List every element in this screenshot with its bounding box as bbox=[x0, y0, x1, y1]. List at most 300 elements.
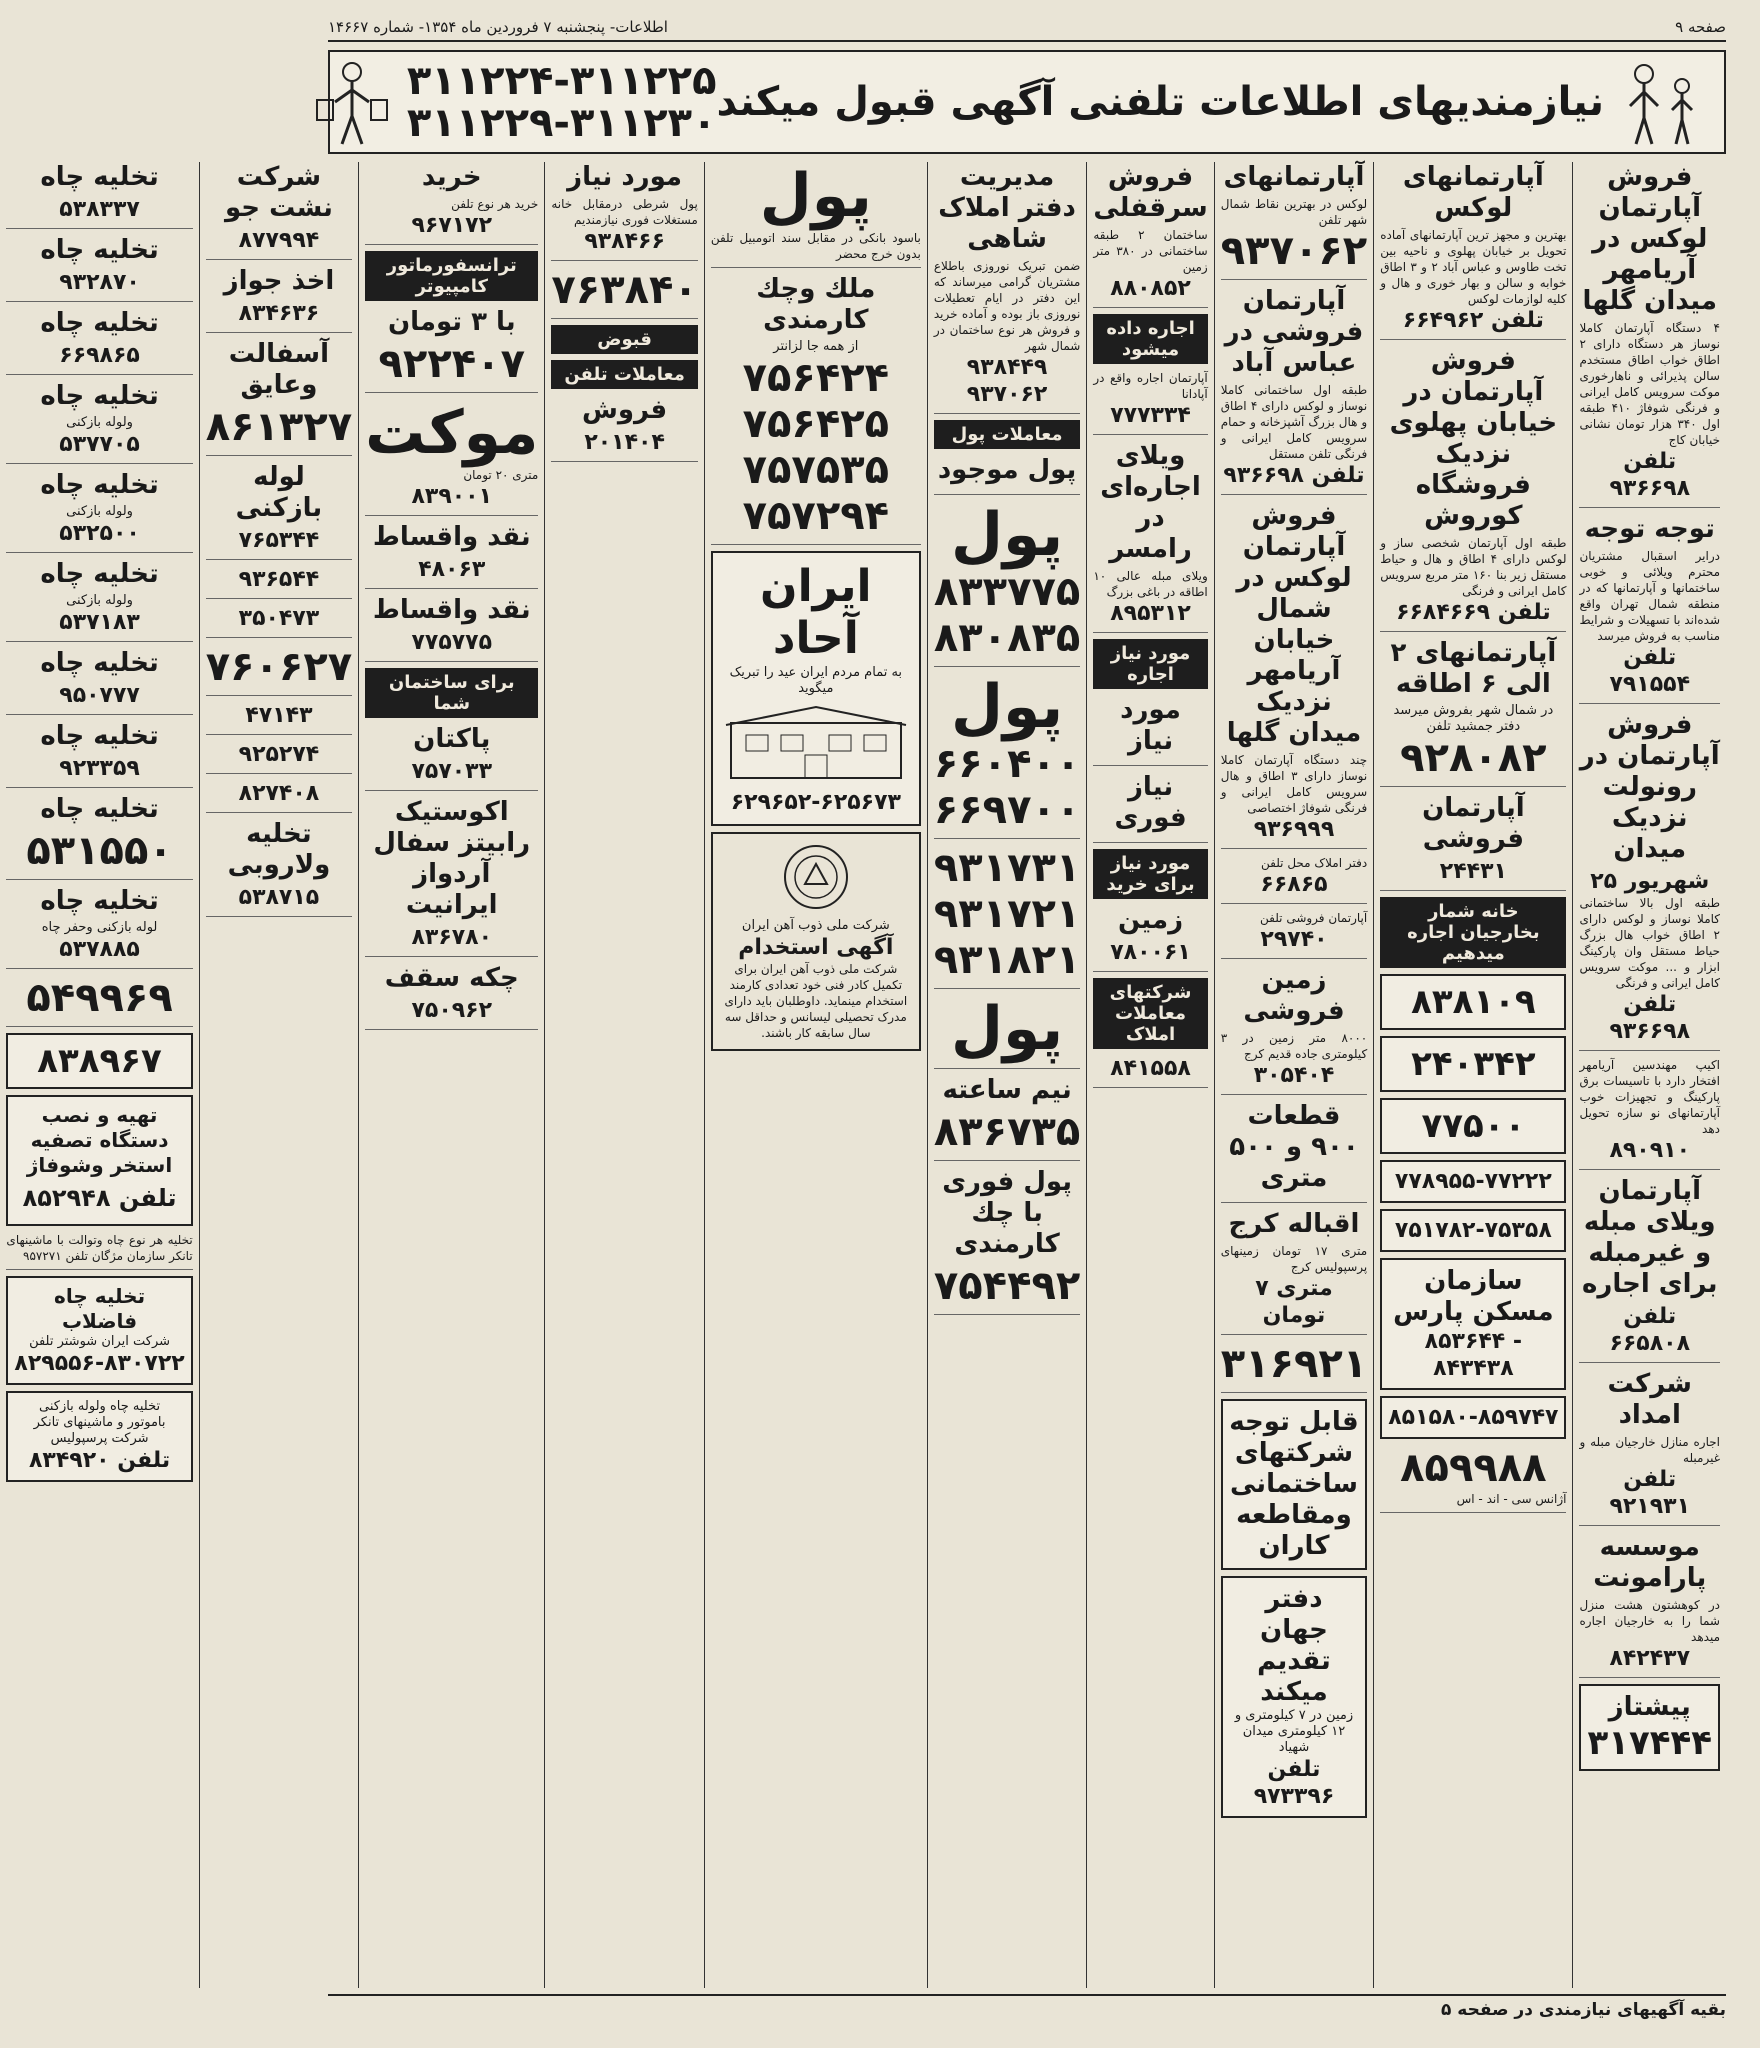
ad-title: تخلیه چاه bbox=[40, 794, 159, 824]
running-header bbox=[328, 14, 1726, 42]
ad-title: مورد نیاز bbox=[567, 162, 683, 192]
ad-phone: ۶۲۹۶۵۲-۶۲۵۶۷۳ bbox=[730, 790, 901, 815]
ad-subtitle: باموتور و ماشینهای تانکر bbox=[33, 1415, 166, 1430]
ad-phone: ۸۴۲۴۳۷ bbox=[1609, 1646, 1691, 1671]
ad-title: تخلیه چاه bbox=[40, 559, 159, 589]
ad-phone-only bbox=[206, 566, 352, 599]
building-illustration bbox=[721, 703, 911, 783]
ad-hiring bbox=[711, 832, 921, 1051]
section-label: اجاره داده میشود bbox=[1093, 314, 1207, 364]
ad-phone: ۵۳۲۵۰۰ bbox=[59, 521, 140, 546]
ad-phone: تلفن ۶۶۸۴۶۶۹ bbox=[1396, 600, 1551, 625]
section-label: معاملات پول bbox=[934, 420, 1080, 449]
ad-title: تخلیه چاه فاضلاب bbox=[54, 1284, 146, 1333]
ad-property-check bbox=[711, 274, 921, 545]
section-label: معاملات تلفن bbox=[551, 360, 697, 389]
ad-phone: ۹۳۷۰۶۲ bbox=[966, 382, 1048, 407]
ad-title: نیم ساعته bbox=[942, 1075, 1072, 1105]
ad-phone: ۳۰۵۴۰۴ bbox=[1253, 1063, 1335, 1088]
ad-engineers bbox=[1579, 1057, 1720, 1170]
ad-phone: ۷۵۷۰۳۳ bbox=[411, 759, 493, 784]
ad-phone: ۲۹۷۴۰ bbox=[1260, 927, 1328, 952]
ad-well-drain bbox=[6, 308, 192, 375]
ad-phone: ۹۳۶۹۹۹ bbox=[1253, 817, 1335, 842]
ad-needed-money bbox=[551, 162, 697, 261]
ad-money-bank bbox=[711, 162, 921, 268]
ad-phone: ۵۳۱۵۵۰ bbox=[26, 828, 173, 874]
ad-paramount bbox=[1579, 1532, 1720, 1678]
ad-title: فروش سرقفلی bbox=[1093, 162, 1208, 223]
ad-phone: ۹۳۶۵۴۴ bbox=[238, 567, 320, 592]
ad-body: دفتر املاک محل تلفن bbox=[1261, 856, 1368, 870]
ad-phone: ۷۵۷۵۳۵ bbox=[742, 447, 890, 493]
ad-phone: ۳۱۶۹۲۱ bbox=[1220, 1341, 1368, 1387]
ad-villa-rent bbox=[1579, 1176, 1720, 1363]
ad-phone: ۶۶۸۶۵ bbox=[1260, 872, 1328, 897]
ad-title: مورد نیاز bbox=[1120, 695, 1181, 756]
ad-phone: ۸۵۹۹۸۸ bbox=[1400, 1445, 1547, 1491]
ad-body: پول شرطی درمقابل خانه مستغلات فوری نیازمندیم bbox=[551, 197, 698, 227]
ad-body: درایر اسقبال مشتریان محترم ویلائی و خوبی ساختمانها و آپارتمانها که در منطقه شمال تهران واقع شده‌اند با تسهیلات و شرایط مناسب به فروش میرسد bbox=[1579, 549, 1720, 643]
section-label: ترانسفورماتور کامپیوتر bbox=[365, 251, 538, 301]
ad-acoustic bbox=[365, 797, 538, 957]
column-8 bbox=[358, 162, 544, 1988]
ad-phone: ۸۳۹۰۰۱ bbox=[411, 484, 493, 509]
ad-well-drain bbox=[6, 559, 192, 642]
ad-phone: ۹۵۰۷۷۷ bbox=[59, 683, 140, 708]
ad-well-drain bbox=[6, 886, 192, 969]
ad-apartment-roosevelt bbox=[1579, 710, 1720, 1051]
ad-well-drain bbox=[6, 162, 192, 229]
ad-phone: ۸۲۷۴۰۸ bbox=[238, 781, 320, 806]
ad-title: توجه توجه bbox=[1584, 514, 1715, 544]
ad-subtitle: از همه جا لزانتر bbox=[773, 339, 859, 354]
ad-phone: ۵۳۸۷۱۵ bbox=[238, 885, 320, 910]
ad-phone: ۸۴۱۵۵۸ bbox=[1110, 1056, 1191, 1081]
ad-title: آپارتمانهای bbox=[1223, 162, 1365, 192]
ad-apartment-golha bbox=[1221, 501, 1367, 849]
ad-phone: ۸۳۰۸۳۵ bbox=[933, 615, 1081, 661]
ad-title: آسفالت وعایق bbox=[228, 339, 330, 400]
ad-pishtaz bbox=[1579, 1684, 1720, 1771]
ad-apartment-aryamehr bbox=[1579, 162, 1720, 508]
ad-paktan bbox=[365, 724, 538, 791]
ad-well-drain bbox=[6, 470, 192, 553]
ad-phone-only bbox=[206, 644, 352, 696]
ad-apartment-sale bbox=[1380, 793, 1566, 891]
ad-body: طبقه اول ساختمانی کاملا نوساز و لوکس دارای ۴ اطاق و هال بزرگ آشپزخانه و حمام سرویس کامل ایرانی و فرنگی تلفن مستقل bbox=[1220, 383, 1368, 461]
ad-title: زمین bbox=[1117, 905, 1184, 935]
ad-carpet bbox=[365, 399, 538, 516]
ad-drain-cleaning bbox=[206, 819, 352, 917]
ad-phone: ۹۲۲۴۰۷ bbox=[378, 341, 525, 387]
ad-phone: ۹۲۵۲۷۴ bbox=[238, 742, 320, 767]
ad-iran-ahad bbox=[711, 551, 921, 826]
ad-title: نقد واقساط bbox=[372, 522, 531, 552]
ad-box bbox=[1380, 1036, 1566, 1092]
ad-phone: ۲۴۴۳۱ bbox=[1439, 859, 1507, 884]
ad-headline: پول bbox=[950, 500, 1064, 570]
ad-phone: تلفن ۸۵۲۹۴۸ bbox=[22, 1184, 177, 1212]
ad-title: آگهی استخدام bbox=[738, 935, 894, 960]
ad-body: تخلیه هر نوع چاه وتوالت با ماشینهای تانکر سازمان مژگان تلفن ۹۵۷۲۷۱ bbox=[6, 1233, 193, 1263]
ad-villa-ramsar bbox=[1093, 441, 1207, 633]
ad-title: زمین فروشی bbox=[1243, 965, 1345, 1026]
ad-company: شرکت پرسپولیس bbox=[50, 1431, 149, 1446]
ad-jahan-office bbox=[1221, 1576, 1367, 1818]
ad-title: تخلیه چاه bbox=[40, 235, 159, 265]
section-label: قبوض bbox=[551, 325, 697, 354]
ad-phone-only bbox=[206, 780, 352, 813]
ad-phone: ۳۱۷۴۴۴ bbox=[1587, 1723, 1712, 1763]
section-label: شرکتهای معاملات املاک bbox=[1093, 978, 1207, 1049]
ad-body: باسود بانکی در مقابل سند اتومبیل تلفن بدون خرج محضر bbox=[710, 231, 921, 261]
ad-headline: پول bbox=[759, 161, 872, 231]
ad-phone: ۸۳۸۱۰۹ bbox=[1411, 982, 1536, 1022]
ad-roof-leak bbox=[365, 963, 538, 1030]
ad-phone: ۵۴۹۹۶۹ bbox=[26, 975, 173, 1021]
ad-phone: ۸۲۹۵۵۶-۸۳۰۷۲۲ bbox=[14, 1351, 185, 1376]
ad-phone: ۸۹۰۹۱۰ bbox=[1609, 1138, 1691, 1163]
ad-title: فروش آپارتمان لوکس در آریامهر میدان گلها bbox=[1582, 162, 1718, 316]
ad-phone: ۷۵۶۴۲۵ bbox=[742, 401, 890, 447]
ad-phone: تلفن ۶۶۵۸۰۸ bbox=[1609, 1304, 1691, 1356]
ad-apartment-pahlavi bbox=[1380, 346, 1566, 632]
ad-asphalt bbox=[206, 339, 352, 456]
ad-title: پیشتاز bbox=[1608, 1692, 1691, 1722]
ad-land-sale bbox=[1221, 965, 1367, 1095]
ad-plots bbox=[1221, 1101, 1367, 1203]
ad-phone: ۸۳۶۷۳۵ bbox=[933, 1109, 1081, 1155]
section-label: خانه شمار بخارجیان اجاره میدهیم bbox=[1380, 897, 1566, 968]
ad-title: اخذ جواز bbox=[223, 266, 335, 296]
ad-goodwill-sale bbox=[1093, 162, 1207, 308]
ad-title: شرکت نشت جو bbox=[225, 162, 333, 223]
ad-subtitle: ۲۵ شهریور bbox=[1590, 869, 1710, 894]
column-3 bbox=[1214, 162, 1373, 1988]
ad-cash-installments bbox=[365, 522, 538, 589]
issue-line: اطلاعات- پنجشنبه ۷ فروردین ماه ۱۳۵۴- شماره ۱۴۶۶۷ bbox=[328, 18, 668, 36]
ad-phone: ۷۵۱۷۸۲-۷۵۳۵۸ bbox=[1394, 1218, 1552, 1243]
ad-title: ملك وچك كارمندی bbox=[756, 274, 876, 335]
ad-phone: ۷۵۷۲۹۴ bbox=[742, 493, 890, 539]
section-label: مورد نیاز اجاره bbox=[1093, 639, 1207, 689]
ad-title: نیاز فوری bbox=[1114, 772, 1187, 833]
ad-phone: ۷۶۵۳۴۴ bbox=[238, 528, 320, 553]
ad-phone: ۹۳۱۷۳۱ bbox=[933, 845, 1081, 891]
column-4 bbox=[1086, 162, 1213, 1988]
ad-phone: ۹۳۷۰۶۲ bbox=[1220, 228, 1368, 274]
ad-apartment-sale-2 bbox=[1221, 910, 1367, 959]
ad-title: آپارتمان فروشی bbox=[1422, 793, 1525, 854]
ad-title: اقباله کرج bbox=[1228, 1209, 1360, 1239]
classifieds-banner bbox=[328, 50, 1726, 154]
ad-phone: ۲۰۱۴۰۴ bbox=[584, 430, 665, 455]
ad-body: آپارتمان اجاره واقع در آپادانا bbox=[1093, 371, 1208, 401]
ad-phone: ۸۳۴۶۳۶ bbox=[238, 301, 320, 326]
ad-phone: ۹۳۸۴۴۹ bbox=[966, 355, 1048, 380]
ad-subtitle: در شمال شهر بفروش میرسد bbox=[1393, 703, 1554, 718]
ad-phone: ۷۷۵۷۷۵ bbox=[411, 630, 493, 655]
ad-phone-only bbox=[551, 267, 697, 319]
ad-luxury-apartments bbox=[1380, 162, 1566, 340]
ad-three-toman bbox=[365, 307, 538, 393]
ad-box bbox=[1380, 1160, 1566, 1203]
ad-title: قطعات ۹۰۰ و ۵۰۰ متری bbox=[1229, 1101, 1359, 1193]
ad-title: شرکت امداد bbox=[1607, 1369, 1692, 1430]
ad-title: تهیه و نصب دستگاه تصفیه استخر وشوفاژ bbox=[26, 1103, 173, 1177]
ad-title: تخلیه چاه bbox=[40, 470, 159, 500]
ad-title: تخلیه چاه bbox=[40, 162, 159, 192]
ad-urgent-money bbox=[934, 1167, 1080, 1315]
ad-box bbox=[1380, 1098, 1566, 1154]
ad-title: اکوستیک رابیتز سفال آردواز ایرانیت bbox=[373, 797, 531, 920]
ad-title: قابل توجه شرکتهای ساختمانی ومقاطعه کاران bbox=[1229, 1407, 1359, 1561]
ad-phone: ۶۶۰۴۰۰ bbox=[933, 741, 1081, 787]
ad-well-drain bbox=[6, 648, 192, 715]
ad-phone: ۸۳۸۹۶۷ bbox=[37, 1041, 162, 1081]
ad-headline: پول bbox=[950, 672, 1064, 742]
ad-title: تخلیه ولاروبی bbox=[227, 819, 331, 880]
ad-attention bbox=[1579, 514, 1720, 704]
ad-body: زمین در ۷ کیلومتری و ۱۲ کیلومتری میدان شهیاد bbox=[1234, 1708, 1354, 1755]
ad-phone: ۸۵۳۶۴۴ - ۸۴۳۴۳۸ bbox=[1424, 1329, 1523, 1381]
ad-karaj bbox=[1221, 1209, 1367, 1335]
ad-phone: ۵۳۷۷۰۵ bbox=[59, 432, 140, 457]
ad-phone: ۸۷۷۹۹۴ bbox=[238, 228, 320, 253]
ad-body: شرکت ملی ذوب آهن ایران برای تکمیل کادر فنی خود تعدادی کارمند استخدام مینماید. داوطلبان باید دارای مدرک تحصیلی لیسانس و حداقل سه سال سابقه کار باشند. bbox=[724, 962, 908, 1040]
page-number: صفحه ۹ bbox=[1675, 18, 1726, 36]
ad-phone: ۹۳۲۸۷۰ bbox=[59, 270, 140, 295]
ad-half-hour bbox=[934, 1075, 1080, 1161]
ad-phone: ۸۹۵۳۱۲ bbox=[1110, 601, 1191, 626]
ad-phone: ۹۲۸۰۸۲ bbox=[1400, 735, 1547, 781]
ad-body: آپارتمان فروشی تلفن bbox=[1259, 911, 1368, 925]
column-2 bbox=[1373, 162, 1572, 1988]
ad-body: ولوله بازکنی bbox=[66, 504, 133, 519]
ad-phone-only bbox=[1221, 1341, 1367, 1393]
ad-leak-company bbox=[206, 162, 352, 260]
column-9 bbox=[199, 162, 358, 1988]
ad-phone: ۷۵۰۹۶۲ bbox=[411, 998, 493, 1023]
ad-phone: ۲۴۰۳۴۲ bbox=[1411, 1044, 1536, 1084]
ad-phone: ۵۳۷۱۸۳ bbox=[59, 610, 140, 635]
ad-phone-only bbox=[206, 702, 352, 735]
ad-subtitle: به تمام مردم ایران عید را تبریک میگوید bbox=[729, 665, 903, 696]
ad-title: تخلیه چاه bbox=[40, 886, 159, 916]
ad-title: چکه سقف bbox=[384, 963, 519, 993]
ad-title: فروش آپارتمان در رونولت نزدیک میدان bbox=[1579, 710, 1720, 864]
column-10 bbox=[0, 162, 198, 1988]
column-1 bbox=[1572, 162, 1726, 1988]
ad-title: آپارتمان ویلای مبله و غیرمبله برای اجاره bbox=[1582, 1176, 1718, 1299]
ad-pipe-unclog bbox=[206, 462, 352, 560]
ad-body: ساختمان ۲ طبقه ساختمانی در ۳۸۰ متر زمین bbox=[1093, 228, 1208, 274]
ad-well-drain bbox=[6, 794, 192, 880]
ad-body: بهترین و مجهز ترین آپارتمانهای آماده تحویل بر خیابان پهلوی و ناحیه بین تخت طاوس و عباس آباد ۲ و ۳ اطاق خوابه و سالن و بهار خوری و هال و کلیه لوازمات لوکس bbox=[1380, 228, 1567, 306]
ad-phone: ۸۳۳۷۷۵ bbox=[933, 569, 1081, 615]
ad-phone-only bbox=[206, 741, 352, 774]
ad-headline: موکت bbox=[365, 398, 539, 468]
ad-body: اجاره منازل خارجیان مبله و غیرمبله bbox=[1579, 1435, 1720, 1465]
newspaper-page bbox=[6, 0, 1760, 2048]
ad-title: پول موجود bbox=[937, 455, 1077, 485]
ad-phone: تلفن ۷۹۱۵۵۴ bbox=[1609, 645, 1691, 697]
ad-title: سازمان مسکن پارس bbox=[1393, 1266, 1554, 1327]
ad-body: ولوله بازکنی bbox=[66, 415, 133, 430]
ad-phone: ۷۷۷۳۳۴ bbox=[1110, 403, 1191, 428]
ad-title: تخلیه چاه ولوله بازکنی bbox=[39, 1399, 161, 1414]
ad-body: ویلای مبله عالی ۱۰ اطاقه در باغی بزرگ bbox=[1093, 569, 1208, 599]
ad-title: پاکتان bbox=[413, 724, 491, 754]
ad-sale bbox=[551, 395, 697, 462]
ad-title: فروش آپارتمان در خیابان پهلوی نزدیک فروشگاه کوروش bbox=[1389, 346, 1558, 531]
ad-agency bbox=[1380, 1445, 1566, 1513]
ad-phone: ۷۷۵۰۰ bbox=[1421, 1106, 1526, 1146]
ad-housing-org bbox=[1380, 1258, 1566, 1390]
ad-phone: ۸۵۱۵۸۰-۸۵۹۷۴۷ bbox=[1388, 1405, 1559, 1430]
ad-phone: تلفن ۹۷۳۳۹۶ bbox=[1253, 1757, 1335, 1809]
banner-phones bbox=[407, 60, 717, 144]
ad-title: تخلیه چاه bbox=[40, 308, 159, 338]
ad-phone: ۶۶۹۷۰۰ bbox=[933, 787, 1081, 833]
ad-phone: تلفن ۹۳۶۶۹۸ bbox=[1609, 449, 1691, 501]
ad-body: اکیپ مهندسین آریامهر افتخار دارد با تاسیسات برق پارکینگ و تجهیزات خوب آپارتمانهای نو سازه تحویل دهد bbox=[1579, 1058, 1720, 1136]
ad-body: طبقه اول آپارتمان شخصی ساز و لوکس دارای ۴ اطاق و هال و حیاط مستقل زیر بنا ۱۶۰ متر مربع سرویس کامل ایرانی و فرنگی bbox=[1380, 536, 1567, 598]
ad-contractors bbox=[1221, 1399, 1367, 1570]
ad-title: خرید bbox=[421, 162, 482, 192]
column-6 bbox=[704, 162, 927, 1988]
ad-phone: ۷۵۶۴۲۴ bbox=[742, 355, 890, 401]
ad-phone: ۹۶۷۱۷۲ bbox=[411, 213, 493, 238]
company-seal bbox=[781, 842, 851, 912]
ad-permit bbox=[206, 266, 352, 333]
ad-pool-heating bbox=[6, 1095, 192, 1226]
ad-box bbox=[1380, 974, 1566, 1030]
ad-door-service bbox=[6, 1033, 192, 1089]
ad-phone: ۴۸۰۶۳ bbox=[418, 557, 486, 582]
ad-columns bbox=[6, 161, 1726, 1988]
ad-body: در کوهشتون هشت منزل شما را به خارجیان اجاره میدهد bbox=[1579, 1598, 1720, 1644]
banner-title: نیازمندیهای اطلاعات تلفنی آگهی قبول میکند bbox=[716, 79, 1604, 125]
ad-body: شرکت ایران شوشتر تلفن bbox=[29, 1334, 171, 1349]
ad-phone: ۵۳۷۸۸۵ bbox=[59, 937, 140, 962]
ad-well-drain bbox=[6, 381, 192, 464]
ad-money-2 bbox=[934, 673, 1080, 839]
ad-title: موسسه پارامونت bbox=[1593, 1532, 1707, 1593]
ad-body: چند دستگاه آپارتمان کاملا نوساز دارای ۳ اطاق و هال سرویس کامل ایرانی و فرنگی شوفاژ اختصاصی bbox=[1220, 753, 1368, 815]
ad-phone: ۹۳۱۸۲۱ bbox=[933, 937, 1081, 983]
ad-apartments-2-6 bbox=[1380, 638, 1566, 787]
banner-phone-line: ۳۱۱۲۲۴-۳۱۱۲۲۵ bbox=[406, 58, 717, 104]
ad-body: ۸۰۰۰ متر زمین در ۳ کیلومتری جاده قدیم کرج bbox=[1220, 1031, 1368, 1061]
ad-box bbox=[1380, 1396, 1566, 1439]
ad-shahi-office bbox=[934, 162, 1080, 414]
ad-phone: تلفن ۹۳۶۶۹۸ bbox=[1223, 463, 1365, 488]
column-5 bbox=[927, 162, 1086, 1988]
family-illustration bbox=[1604, 56, 1714, 148]
banner-phone-line: ۳۱۱۲۲۹-۳۱۱۲۳۰ bbox=[406, 100, 717, 146]
section-label: مورد نیاز برای خرید bbox=[1093, 849, 1207, 899]
ad-title: آپارتمانهای ۲ الی ۶ اطاقه bbox=[1390, 638, 1557, 699]
ad-body: لوکس در بهترین نقاط شمال شهر تلفن bbox=[1220, 197, 1368, 227]
ad-phone: ۷۵۴۴۹۲ bbox=[933, 1263, 1081, 1309]
ad-apartment-abbasabad bbox=[1221, 286, 1367, 495]
ad-body: متری ۲۰ تومان bbox=[463, 468, 539, 482]
ad-title: آپارتمانهای لوکس bbox=[1402, 162, 1544, 223]
ad-phone-only bbox=[206, 605, 352, 638]
ad-company: شرکت ملی ذوب آهن ایران bbox=[741, 918, 890, 933]
ad-rent-apadana bbox=[1093, 370, 1207, 435]
section-label: برای ساختمان شما bbox=[365, 668, 538, 718]
ad-title: ایران آحاد bbox=[760, 561, 872, 664]
ad-body: ضمن تبریک نوروزی باطلاع مشتریان گرامی میرساند که این دفتر در ایام تعطیلات نوروزی باز بوده و آماده خرید و فروش هر نوع ساختمان در شمال شهر bbox=[933, 259, 1081, 353]
ad-phone: تلفن ۹۲۱۹۳۱ bbox=[1609, 1467, 1691, 1519]
ad-emdad bbox=[1579, 1369, 1720, 1526]
ad-realestate-office bbox=[1221, 855, 1367, 904]
ad-tanker bbox=[6, 1232, 192, 1270]
ad-phone: تلفن ۹۳۶۶۹۸ bbox=[1609, 992, 1691, 1044]
ad-title: تخلیه چاه bbox=[40, 648, 159, 678]
ad-title: لوله بازکنی bbox=[235, 462, 323, 523]
ad-title: با ۳ تومان bbox=[387, 307, 516, 337]
ad-headline: پول bbox=[950, 994, 1064, 1064]
ad-phone: ۸۶۱۳۲۷ bbox=[205, 404, 353, 450]
ad-phone: تلفن ۶۶۴۹۶۲ bbox=[1402, 308, 1544, 333]
ad-money-3 bbox=[934, 995, 1080, 1069]
ad-title: فروش آپارتمان لوکس در شمال خیابان آریامهر نزدیک میدان گلها bbox=[1226, 501, 1362, 748]
ad-realestate-company bbox=[1093, 1055, 1207, 1088]
footer-note: بقیه آگهیهای نیازمندی در صفحه ۵ bbox=[1440, 2000, 1726, 2020]
ad-phone: ۹۳۸۴۶۶ bbox=[584, 229, 665, 254]
ad-phone: ۷۸۰۰۶۱ bbox=[1110, 940, 1191, 965]
ad-body: طبقه اول بالا ساختمانی کاملا نوساز و لوکس دارای ۲ اطاق خواب هال بزرگ حیاط مستقل وان پارکینگ ابزار و ... موکت سرویس کامل ایرانی و فرنگی bbox=[1579, 896, 1720, 990]
ad-phone: ۷۷۸۹۵۵-۷۷۲۲۲ bbox=[1394, 1169, 1552, 1194]
ad-phone: ۷۶۳۸۴۰ bbox=[551, 267, 698, 313]
ad-land-wanted bbox=[1093, 905, 1207, 972]
ad-subtitle: متری ۷ تومان bbox=[1255, 1276, 1333, 1328]
ad-needed bbox=[1093, 695, 1207, 766]
ad-phone: ۶۶۹۸۶۵ bbox=[59, 343, 140, 368]
ad-phone-only bbox=[6, 975, 192, 1027]
ad-phone: ۹۳۱۷۲۱ bbox=[933, 891, 1081, 937]
ad-phone: ۸۸۰۸۵۲ bbox=[1110, 276, 1191, 301]
ad-body: خرید هر نوع تلفن bbox=[451, 197, 539, 211]
ad-title: مدیریت دفتر املاک شاهی bbox=[938, 162, 1076, 254]
ad-title: تخلیه چاه bbox=[40, 381, 159, 411]
ad-sewage bbox=[6, 1276, 192, 1385]
ad-well-drain bbox=[6, 235, 192, 302]
ad-phone: ۴۷۱۴۳ bbox=[245, 703, 313, 728]
page-footer bbox=[328, 1994, 1726, 2030]
column-7 bbox=[544, 162, 703, 1988]
ad-cash-installments-2 bbox=[365, 595, 538, 662]
ad-persepolis bbox=[6, 1391, 192, 1482]
ad-phone: ۹۲۳۳۵۹ bbox=[59, 756, 140, 781]
ad-title: آپارتمان فروشی در عباس آباد bbox=[1224, 286, 1364, 378]
ad-subtitle: دفتر جمشید تلفن bbox=[1426, 719, 1521, 734]
ad-phone: ۳۵۰۴۷۳ bbox=[238, 606, 320, 631]
ad-body: لوله بازکنی وحفر چاه bbox=[41, 920, 158, 935]
ad-well-drain bbox=[6, 721, 192, 788]
ad-body: ۴ دستگاه آپارتمان کاملا نوساز هر دستگاه دارای ۲ اطاق خواب اطاق مستخدم سالن پذیرائی و ناهارخوری موکت سرویس کامل ایرانی و فرنگی شوفاژ ۴۱۰ طبقه اول ۳۴۰ هزار تومان نشانی خیابان کاج bbox=[1579, 321, 1720, 447]
ad-phone: ۸۳۶۷۸۰ bbox=[411, 925, 493, 950]
ad-body: متری ۱۷ تومان زمینهای پرسپولیس کرج bbox=[1220, 1244, 1368, 1274]
ad-body: آژانس سی - اند - اس bbox=[1456, 1492, 1567, 1506]
ad-title: فروش bbox=[581, 395, 668, 425]
ad-phone: ۵۳۸۳۳۷ bbox=[59, 197, 140, 222]
ad-phone: ۷۶۰۶۲۷ bbox=[205, 644, 353, 690]
